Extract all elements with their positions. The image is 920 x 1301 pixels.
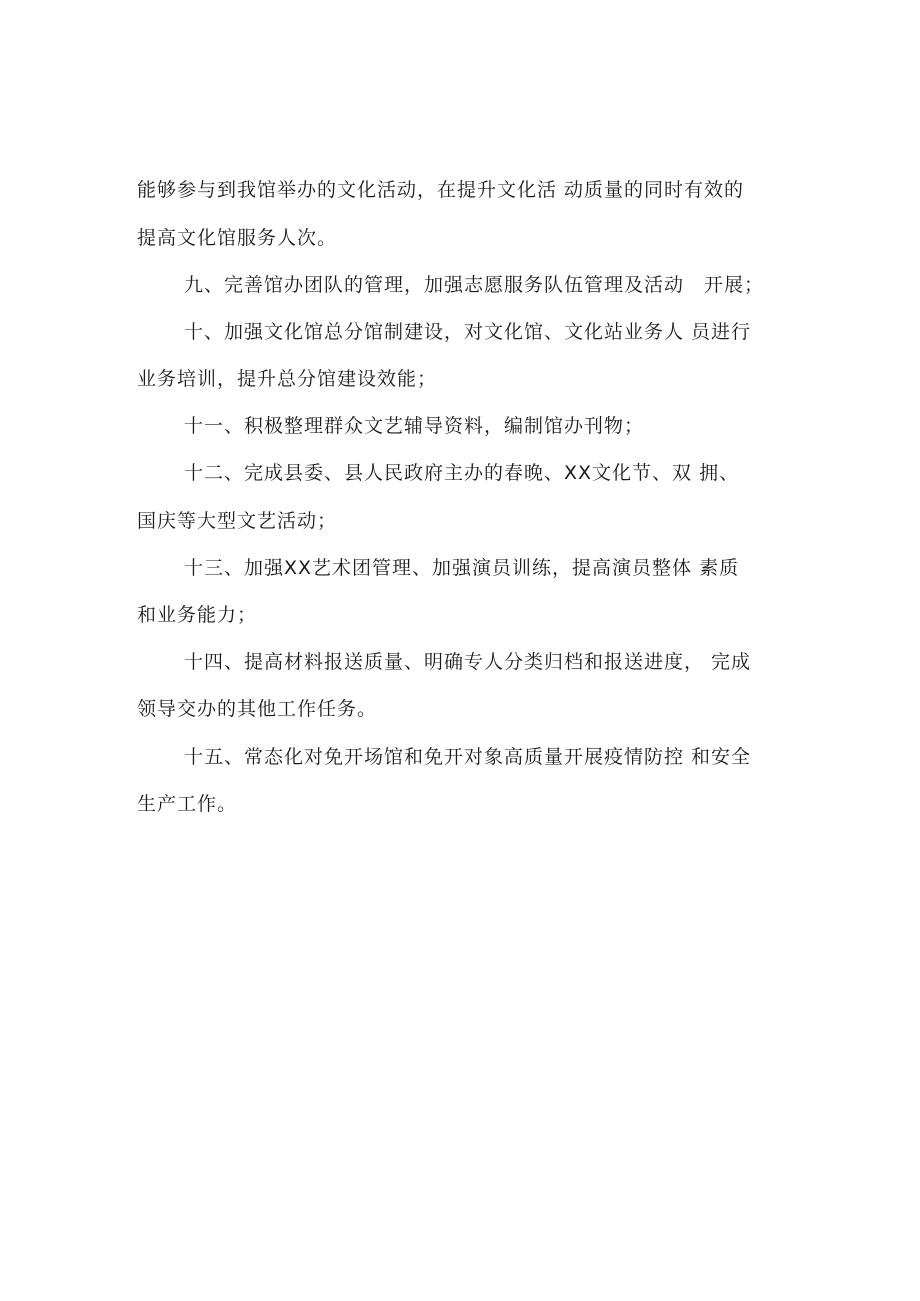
list-item-9: 九、完善馆办团队的管理，加强志愿服务队伍管理及活动 开展； (184, 274, 765, 296)
paragraph-line: 领导交办的其他工作任务。 (137, 698, 378, 720)
list-item-13: 十三、加强XX艺术团管理、加强演员训练，提高演员整体 素质 (184, 557, 740, 579)
paragraph-line: 国庆等大型文艺活动； (137, 510, 338, 532)
list-item-14: 十四、提高材料报送质量、明确专人分类归档和报送进度， 完成 (184, 651, 752, 673)
paragraph-line: 生产工作。 (137, 793, 238, 815)
list-item-10: 十、加强文化馆总分馆制建设，对文化馆、文化站业务人 员进行 (184, 321, 752, 343)
list-item-11: 十一、积极整理群众文艺辅导资料，编制馆办刊物； (184, 415, 645, 437)
paragraph-line: 和业务能力； (137, 604, 258, 626)
paragraph-line: 提高文化馆服务人次。 (137, 227, 338, 249)
paragraph-line: 业务培训，提升总分馆建设效能； (137, 368, 438, 390)
list-item-12: 十二、完成县委、县人民政府主办的春晚、XX文化节、双 拥、 (184, 462, 740, 484)
paragraph-line: 能够参与到我馆举办的文化活动，在提升文化活 动质量的同时有效的 (137, 179, 745, 201)
list-item-15: 十五、常态化对免开场馆和免开对象高质量开展疫情防控 和安全 (184, 746, 752, 768)
